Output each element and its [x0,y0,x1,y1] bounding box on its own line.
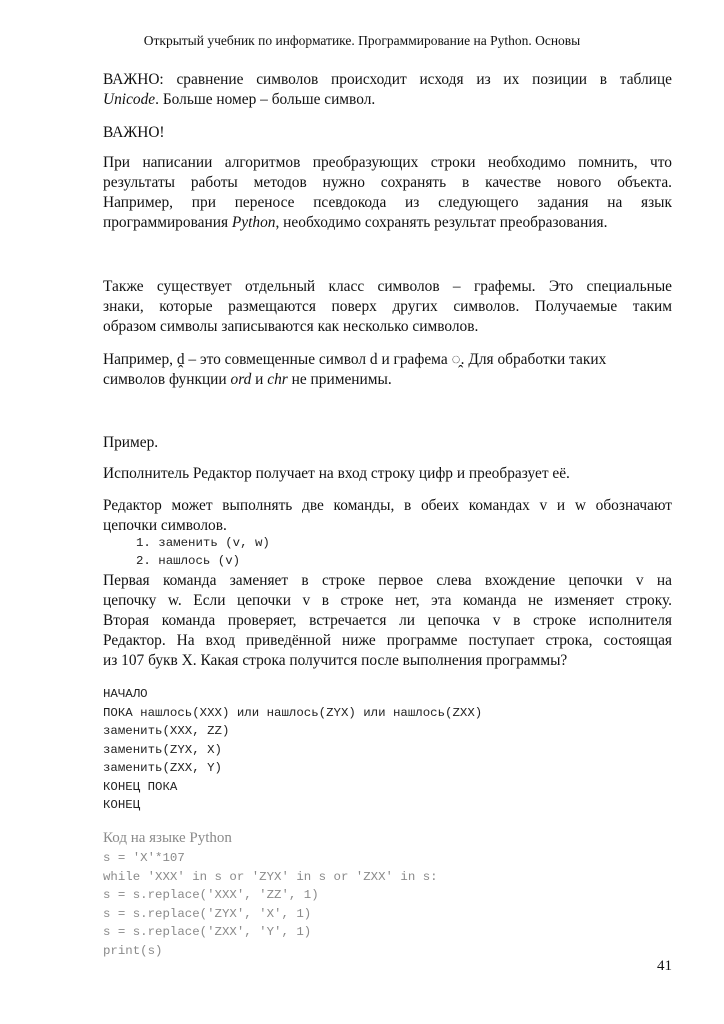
task-line-4: Редактор. На вход приведённой ниже программе поступает строка, состоящая [103,632,672,649]
graphemes-paragraph [103,277,672,337]
ord-term: ord [230,371,252,388]
pseudocode-line: заменить(ZXX, Y) [103,761,222,775]
chr-term: chr [267,371,288,388]
python-code-line: s = s.replace('ZXX', 'Y', 1) [103,925,312,939]
task-commands-paragraph [103,496,672,536]
example-text-e: символов функции [103,371,231,388]
pseudocode-line: НАЧАЛО [103,687,148,701]
python-code-block [103,849,438,960]
methods-line-4-post: , необходимо сохранять результат преобразования. [275,214,608,231]
pseudocode-line: КОНЕЦ ПОКА [103,779,178,794]
page-header: Открытый учебник по информатике. Программирование на Python. Основы [143,33,581,48]
python-code-line: s = 'X'*107 [103,851,185,865]
example-text-c: и графема [377,351,452,368]
python-code-line: while 'XXX' in s or 'ZYX' in s or 'ZXX' in s: [103,869,438,884]
methods-line-4 [103,213,672,233]
example-text-d: . Для обработки таких [460,351,607,368]
pseudocode-line: ПОКА нашлось(XXX) или нашлось(ZYX) или нашлось(ZXX) [103,705,483,720]
task-line-1: Первая команда заменяет в строке первое слева вхождение цепочки v на [103,572,672,589]
example-text-a: Например, [103,351,177,368]
commands-line-1: Редактор может выполнять две команды, в обеих командах v и w обозначают [103,497,672,514]
pseudocode-block [103,685,482,815]
task-line-3: Вторая команда проверяет, встречается ли цепочка v в строке исполнителя [103,612,672,629]
pseudocode-line: заменить(ZYX, X) [103,742,222,757]
methods-line-4-pre: программирования [103,214,232,231]
methods-line-1: При написании алгоритмов преобразующих строки необходимо помнить, что [103,154,672,171]
important-paragraph [103,70,672,110]
python-code-line: s = s.replace('ZYX', 'X', 1) [103,906,312,921]
command-item-1: 1. заменить (v, w) [136,536,270,550]
important-heading: ВАЖНО! [103,124,165,141]
task-description [103,571,672,671]
methods-line-2: результаты работы методов нужно сохранять в качестве нового объекта. [103,174,672,191]
important-line-2 [103,90,672,110]
base-glyph: d [369,351,378,368]
grapheme-example-line-2 [103,370,672,390]
commands-line-2: цепочки символов. [103,517,227,534]
pseudocode-line: КОНЕЦ [103,798,141,812]
python-code-line: s = s.replace('XXX', 'ZZ', 1) [103,888,319,902]
methods-line-3: Например, при переносе псевдокода из следующего задания на язык [103,194,672,211]
grapheme-glyph: ◌̭ [451,351,461,368]
pseudocode-line: заменить(XXX, ZZ) [103,724,230,738]
task-intro: Исполнитель Редактор получает на вход строку цифр и преобразует её. [103,465,570,482]
combined-glyph: ḓ [176,351,185,368]
unicode-term: Unicode [103,91,156,108]
page-number: 41 [657,958,672,974]
command-item-2: 2. нашлось (v) [136,554,241,568]
important-line-1: ВАЖНО: сравнение символов происходит исходя из их позиции в таблице [103,71,672,88]
task-line-2: цепочку w. Если цепочки v в строке нет, эта команда не изменяет строку. [103,592,672,609]
command-list [136,534,270,570]
important-line-2-rest: . Больше номер – больше символ. [155,91,376,108]
graphemes-line-2: знаки, которые размещаются поверх других символов. Получаемые таким [103,298,672,315]
example-text-b: – это совмещенные символ [184,351,370,368]
graphemes-line-3: образом символы записываются как несколько символов. [103,318,479,335]
methods-paragraph [103,153,672,233]
python-code-label: Код на языке Python [103,830,232,846]
graphemes-line-1: Также существует отдельный класс символов – графемы. Это специальные [103,278,672,295]
example-text-g: не применимы. [287,371,392,388]
python-term: Python [231,214,276,231]
task-line-5: из 107 букв X. Какая строка получится после выполнения программы? [103,652,568,669]
example-text-f: и [251,371,268,388]
python-code-line: print(s) [103,943,163,958]
example-label: Пример. [103,434,159,451]
grapheme-example-paragraph [103,350,672,390]
grapheme-example-line-1 [103,350,672,370]
